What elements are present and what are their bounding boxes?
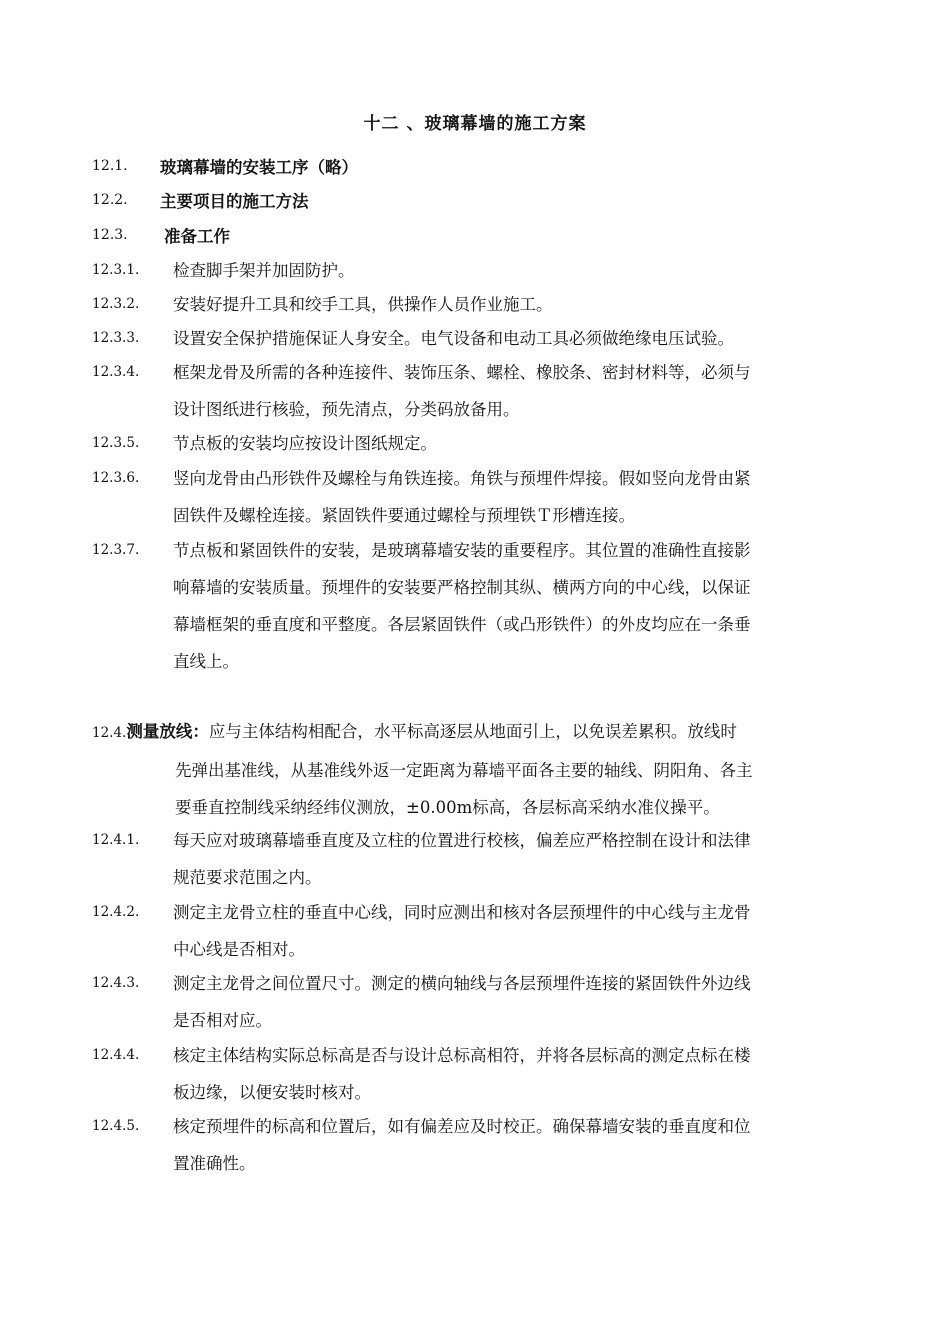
heading-12-1	[92, 155, 358, 177]
heading-number: 12.3.	[92, 227, 128, 243]
list-item	[92, 965, 860, 1039]
section-keyword: 测量放线：	[126, 722, 209, 741]
item-number: 12.3.3.	[92, 330, 140, 346]
list-item	[92, 822, 860, 896]
item-line: 响幕墙的安装质量。预埋件的安装要严格控制其纵、横两方向的中心线，以保证	[173, 578, 751, 597]
item-line: 测定主龙骨之间位置尺寸。测定的横向轴线与各层预埋件连接的紧固铁件外边线	[173, 974, 751, 993]
item-number: 12.4.2.	[92, 904, 140, 920]
item-number: 12.4.3.	[92, 975, 140, 991]
item-line: 板边缘，以便安装时核对。	[173, 1083, 371, 1102]
item-number: 12.3.6.	[92, 470, 140, 486]
section-12-4	[92, 713, 860, 826]
list-item	[92, 460, 860, 534]
item-line: 核定预埋件的标高和位置后，如有偏差应及时校正。确保幕墙安装的垂直度和位	[173, 1117, 751, 1136]
item-line: 设计图纸进行核验，预先清点，分类码放备用。	[173, 400, 520, 419]
heading-12-3	[92, 224, 230, 246]
item-number: 12.3.7.	[92, 542, 140, 558]
list-item	[92, 1037, 860, 1111]
heading-text: 准备工作	[164, 227, 230, 246]
section-line: 先弹出基准线，从基准线外返一定距离为幕墙平面各主要的轴线、阴阳角、各主	[175, 761, 753, 780]
list-item	[92, 286, 860, 323]
item-line: 是否相对应。	[173, 1011, 272, 1030]
heading-text: 主要项目的施工方法	[160, 192, 309, 211]
item-line: 竖向龙骨由凸形铁件及螺栓与角铁连接。角铁与预埋件焊接。假如竖向龙骨由紧	[173, 469, 751, 488]
page-title: 十二 、玻璃幕墙的施工方案	[363, 114, 587, 134]
list-item	[92, 320, 860, 357]
section-number: 12.4.	[92, 725, 127, 741]
item-line: 中心线是否相对。	[173, 940, 305, 959]
heading-12-2	[92, 189, 309, 211]
item-number: 12.3.1.	[92, 262, 140, 278]
list-item	[92, 425, 860, 462]
item-line: 直线上。	[173, 652, 239, 671]
item-line: 测定主龙骨立柱的垂直中心线，同时应测出和核对各层预埋件的中心线与主龙骨	[173, 903, 751, 922]
list-item	[92, 1108, 860, 1182]
item-line: 置准确性。	[173, 1154, 256, 1173]
item-number: 12.3.5.	[92, 435, 140, 451]
item-line: 节点板和紧固铁件的安装，是玻璃幕墙安装的重要程序。其位置的准确性直接影	[173, 541, 751, 560]
list-item	[92, 354, 860, 428]
item-number: 12.4.1.	[92, 832, 140, 848]
item-line: 节点板的安装均应按设计图纸规定。	[173, 434, 437, 453]
item-line: 安装好提升工具和绞手工具，供操作人员作业施工。	[173, 295, 553, 314]
item-number: 12.4.4.	[92, 1047, 140, 1063]
item-line: 设置安全保护措施保证人身安全。电气设备和电动工具必须做绝缘电压试验。	[173, 329, 734, 348]
list-item	[92, 894, 860, 968]
item-line: 检查脚手架并加固防护。	[173, 261, 355, 280]
item-line: 每天应对玻璃幕墙垂直度及立柱的位置进行校核，偏差应严格控制在设计和法律	[173, 831, 751, 850]
item-number: 12.4.5.	[92, 1118, 140, 1134]
list-item	[92, 532, 860, 680]
item-number: 12.3.4.	[92, 364, 140, 380]
heading-number: 12.1.	[92, 158, 128, 174]
item-line: 规范要求范围之内。	[173, 868, 322, 887]
item-line: 框架龙骨及所需的各种连接件、装饰压条、螺栓、橡胶条、密封材料等，必须与	[173, 363, 751, 382]
item-number: 12.3.2.	[92, 296, 140, 312]
section-line: 要垂直控制线采纳经纬仪测放，±0.00m标高，各层标高采纳水准仪操平。	[175, 798, 720, 817]
heading-number: 12.2.	[92, 192, 128, 208]
section-first-line: 应与主体结构相配合，水平标高逐层从地面引上，以免误差累积。放线时	[208, 722, 737, 741]
item-line: 固铁件及螺栓连接。紧固铁件要通过螺栓与预埋铁Ｔ形槽连接。	[173, 506, 635, 525]
heading-text: 玻璃幕墙的安装工序（略）	[160, 158, 358, 177]
item-line: 幕墙框架的垂直度和平整度。各层紧固铁件（或凸形铁件）的外皮均应在一条垂	[173, 615, 751, 634]
item-line: 核定主体结构实际总标高是否与设计总标高相符，并将各层标高的测定点标在楼	[173, 1046, 751, 1065]
list-item	[92, 252, 860, 289]
